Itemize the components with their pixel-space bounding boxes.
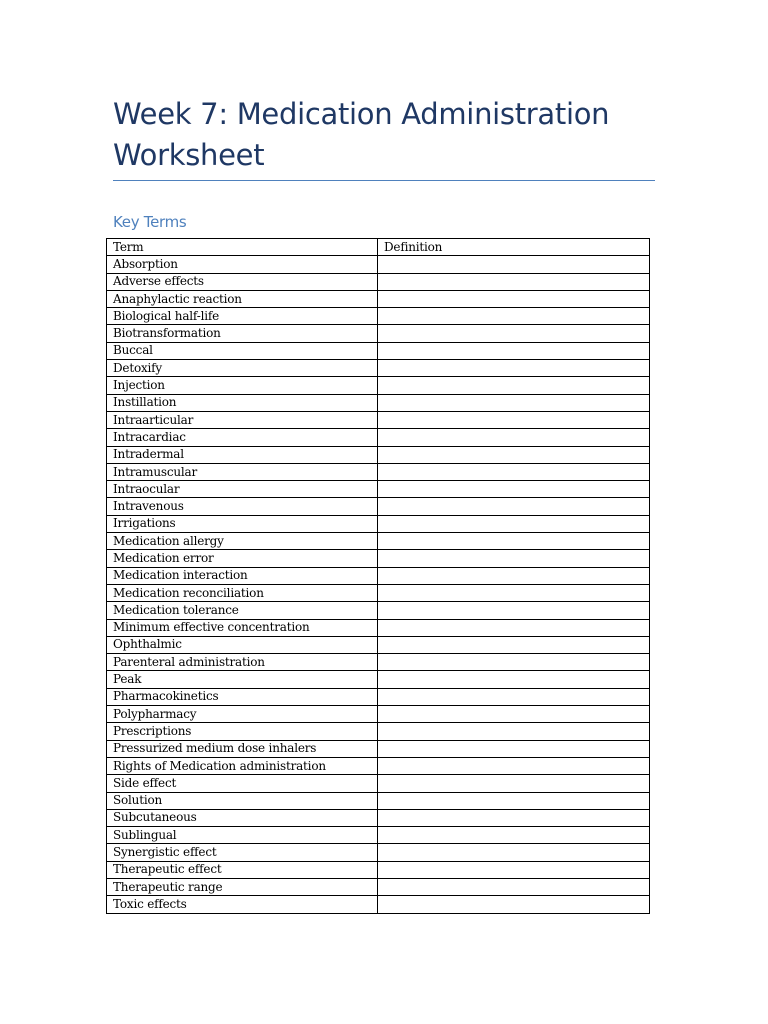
term-cell: Detoxify xyxy=(107,360,378,377)
definition-cell[interactable] xyxy=(378,602,650,619)
term-cell: Sublingual xyxy=(107,827,378,844)
table-row xyxy=(107,654,650,671)
term-cell: Intraocular xyxy=(107,481,378,498)
definition-cell[interactable] xyxy=(378,342,650,359)
table-row xyxy=(107,290,650,307)
table-row xyxy=(107,636,650,653)
term-cell: Intracardiac xyxy=(107,429,378,446)
definition-cell[interactable] xyxy=(378,481,650,498)
definition-cell[interactable] xyxy=(378,567,650,584)
term-cell: Polypharmacy xyxy=(107,706,378,723)
table-row xyxy=(107,394,650,411)
definition-cell[interactable] xyxy=(378,844,650,861)
term-cell: Medication allergy xyxy=(107,533,378,550)
key-terms-table xyxy=(106,238,650,914)
table-row xyxy=(107,377,650,394)
definition-cell[interactable] xyxy=(378,463,650,480)
table-row xyxy=(107,256,650,273)
term-cell: Medication error xyxy=(107,550,378,567)
definition-cell[interactable] xyxy=(378,775,650,792)
table-header-row xyxy=(107,239,650,256)
term-cell: Intraarticular xyxy=(107,411,378,428)
definition-cell[interactable] xyxy=(378,290,650,307)
table-row xyxy=(107,671,650,688)
table-row xyxy=(107,775,650,792)
table-row xyxy=(107,481,650,498)
definition-cell[interactable] xyxy=(378,429,650,446)
table-row xyxy=(107,792,650,809)
term-cell: Absorption xyxy=(107,256,378,273)
definition-cell[interactable] xyxy=(378,688,650,705)
definition-cell[interactable] xyxy=(378,584,650,601)
term-cell: Instillation xyxy=(107,394,378,411)
term-cell: Subcutaneous xyxy=(107,809,378,826)
table-row xyxy=(107,688,650,705)
definition-cell[interactable] xyxy=(378,498,650,515)
term-cell: Peak xyxy=(107,671,378,688)
title-underline xyxy=(113,180,655,181)
definition-cell[interactable] xyxy=(378,671,650,688)
table-row xyxy=(107,533,650,550)
definition-cell[interactable] xyxy=(378,325,650,342)
header-term: Term xyxy=(107,239,378,256)
definition-cell[interactable] xyxy=(378,256,650,273)
term-cell: Intravenous xyxy=(107,498,378,515)
term-cell: Minimum effective concentration xyxy=(107,619,378,636)
table-row xyxy=(107,740,650,757)
table-row xyxy=(107,878,650,895)
term-cell: Buccal xyxy=(107,342,378,359)
table-row xyxy=(107,446,650,463)
term-cell: Adverse effects xyxy=(107,273,378,290)
table-row xyxy=(107,550,650,567)
term-cell: Injection xyxy=(107,377,378,394)
definition-cell[interactable] xyxy=(378,706,650,723)
term-cell: Solution xyxy=(107,792,378,809)
term-cell: Ophthalmic xyxy=(107,636,378,653)
definition-cell[interactable] xyxy=(378,792,650,809)
definition-cell[interactable] xyxy=(378,308,650,325)
definition-cell[interactable] xyxy=(378,533,650,550)
term-cell: Therapeutic effect xyxy=(107,861,378,878)
table-row xyxy=(107,723,650,740)
definition-cell[interactable] xyxy=(378,550,650,567)
table-row xyxy=(107,602,650,619)
definition-cell[interactable] xyxy=(378,619,650,636)
table-row xyxy=(107,567,650,584)
definition-cell[interactable] xyxy=(378,360,650,377)
table-row xyxy=(107,809,650,826)
table-row xyxy=(107,861,650,878)
term-cell: Prescriptions xyxy=(107,723,378,740)
term-cell: Pressurized medium dose inhalers xyxy=(107,740,378,757)
key-terms-body xyxy=(107,256,650,913)
definition-cell[interactable] xyxy=(378,896,650,913)
definition-cell[interactable] xyxy=(378,377,650,394)
term-cell: Toxic effects xyxy=(107,896,378,913)
definition-cell[interactable] xyxy=(378,636,650,653)
table-row xyxy=(107,584,650,601)
term-cell: Intradermal xyxy=(107,446,378,463)
definition-cell[interactable] xyxy=(378,809,650,826)
term-cell: Rights of Medication administration xyxy=(107,757,378,774)
table-row xyxy=(107,619,650,636)
term-cell: Parenteral administration xyxy=(107,654,378,671)
definition-cell[interactable] xyxy=(378,878,650,895)
term-cell: Medication interaction xyxy=(107,567,378,584)
term-cell: Medication tolerance xyxy=(107,602,378,619)
table-row xyxy=(107,896,650,913)
definition-cell[interactable] xyxy=(378,515,650,532)
term-cell: Therapeutic range xyxy=(107,878,378,895)
table-row xyxy=(107,342,650,359)
section-heading-key-terms: Key Terms xyxy=(113,213,187,231)
term-cell: Synergistic effect xyxy=(107,844,378,861)
term-cell: Side effect xyxy=(107,775,378,792)
table-row xyxy=(107,273,650,290)
term-cell: Anaphylactic reaction xyxy=(107,290,378,307)
term-cell: Pharmacokinetics xyxy=(107,688,378,705)
term-cell: Intramuscular xyxy=(107,463,378,480)
table-row xyxy=(107,498,650,515)
table-row xyxy=(107,827,650,844)
table-row xyxy=(107,706,650,723)
term-cell: Biological half-life xyxy=(107,308,378,325)
table-row xyxy=(107,360,650,377)
table-row xyxy=(107,757,650,774)
definition-cell[interactable] xyxy=(378,740,650,757)
definition-cell[interactable] xyxy=(378,757,650,774)
table-row xyxy=(107,463,650,480)
table-row xyxy=(107,844,650,861)
table-row xyxy=(107,325,650,342)
page-title: Week 7: Medication Administration Worksheet xyxy=(113,97,610,172)
table-row xyxy=(107,515,650,532)
header-definition: Definition xyxy=(378,239,650,256)
definition-cell[interactable] xyxy=(378,273,650,290)
table-row xyxy=(107,429,650,446)
table-row xyxy=(107,411,650,428)
table-row xyxy=(107,308,650,325)
definition-cell[interactable] xyxy=(378,446,650,463)
definition-cell[interactable] xyxy=(378,827,650,844)
definition-cell[interactable] xyxy=(378,411,650,428)
definition-cell[interactable] xyxy=(378,723,650,740)
definition-cell[interactable] xyxy=(378,861,650,878)
definition-cell[interactable] xyxy=(378,654,650,671)
term-cell: Irrigations xyxy=(107,515,378,532)
term-cell: Medication reconciliation xyxy=(107,584,378,601)
term-cell: Biotransformation xyxy=(107,325,378,342)
definition-cell[interactable] xyxy=(378,394,650,411)
